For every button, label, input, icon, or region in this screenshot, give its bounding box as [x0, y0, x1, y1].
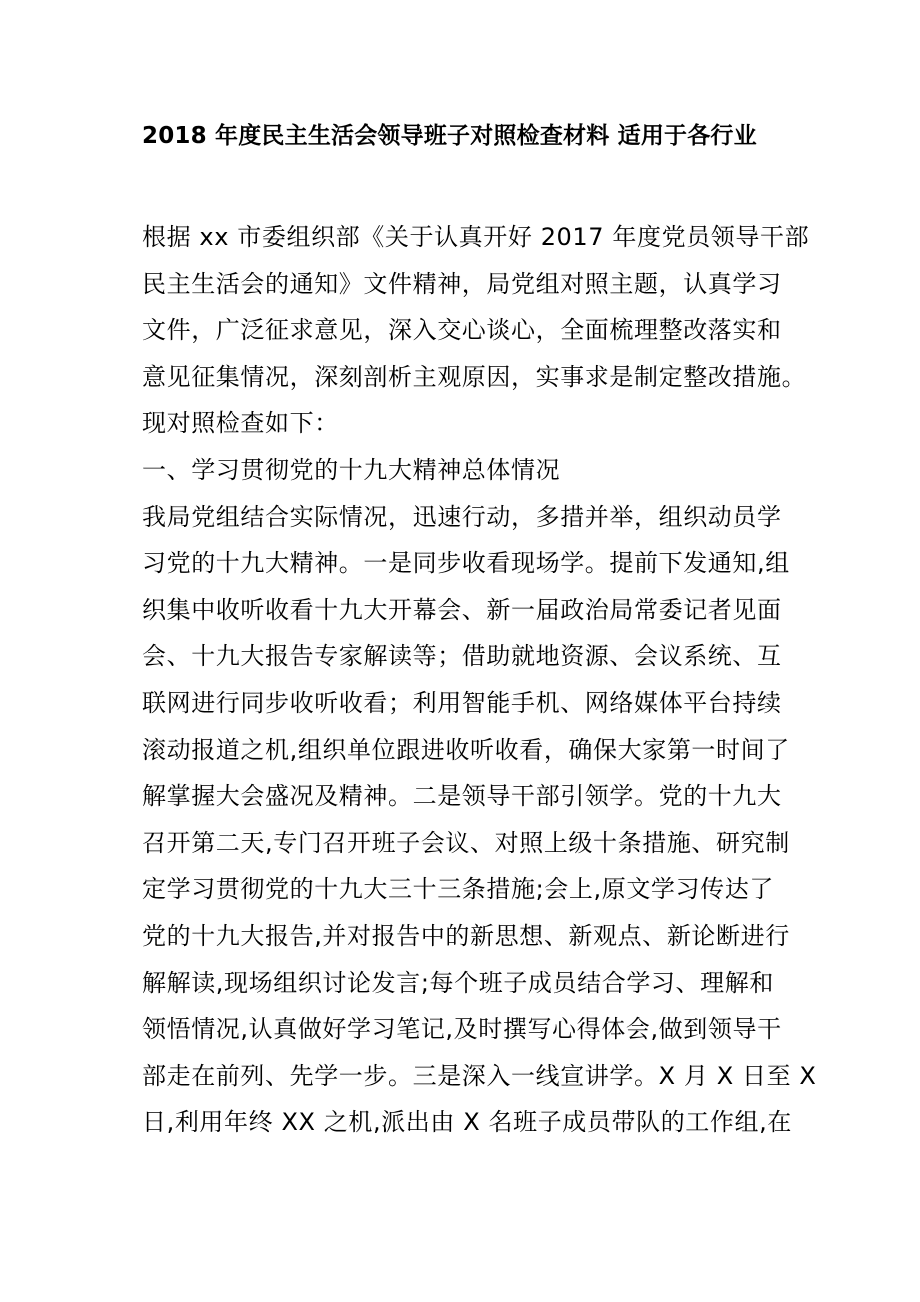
body-line: 会、十九大报告专家解读等；借助就地资源、会议系统、互: [142, 642, 782, 671]
body-line: 党的十九大报告,并对报告中的新思想、新观点、新论断进行: [142, 921, 790, 950]
body-line: 召开第二天,专门召开班子会议、对照上级十条措施、研究制: [142, 828, 790, 857]
body-line: 解掌握大会盛况及精神。二是领导干部引领学。党的十九大: [142, 782, 782, 811]
body-line: 意见征集情况，深刻剖析主观原因，实事求是制定整改措施。: [142, 362, 807, 391]
body-line: 滚动报道之机,组织单位跟进收听收看，确保大家第一时间了: [142, 735, 790, 764]
document-title: 2018 年度民主生活会领导班子对照检查材料 适用于各行业: [142, 123, 757, 149]
body-line: 定学习贯彻党的十九大三十三条措施;会上,原文学习传达了: [142, 875, 774, 904]
body-line: 领悟情况,认真做好学习笔记,及时撰写心得体会,做到领导干: [142, 1015, 782, 1044]
body-line: 我局党组结合实际情况，迅速行动，多措并举，组织动员学: [142, 502, 782, 531]
body-line: 民主生活会的通知》文件精神，局党组对照主题，认真学习: [142, 269, 782, 298]
body-line: 部走在前列、先学一步。三是深入一线宣讲学。X 月 X 日至 X: [142, 1061, 817, 1090]
body-line: 习党的十九大精神。一是同步收看现场学。提前下发通知,组: [142, 549, 790, 578]
section-heading: 一、学习贯彻党的十九大精神总体情况: [142, 455, 561, 484]
body-line: 联网进行同步收听收看；利用智能手机、网络媒体平台持续: [142, 688, 782, 717]
body-line: 解解读,现场组织讨论发言;每个班子成员结合学习、理解和: [142, 968, 774, 997]
body-line: 现对照检查如下：: [142, 409, 339, 438]
body-line: 织集中收听收看十九大开幕会、新一届政治局常委记者见面: [142, 595, 782, 624]
body-line: 日,利用年终 XX 之机,派出由 X 名班子成员带队的工作组,在: [142, 1108, 792, 1137]
body-line: 文件，广泛征求意见，深入交心谈心，全面梳理整改落实和: [142, 316, 782, 345]
document-body: [142, 214, 817, 1146]
body-line: 根据 xx 市委组织部《关于认真开好 2017 年度党员领导干部: [142, 223, 810, 251]
